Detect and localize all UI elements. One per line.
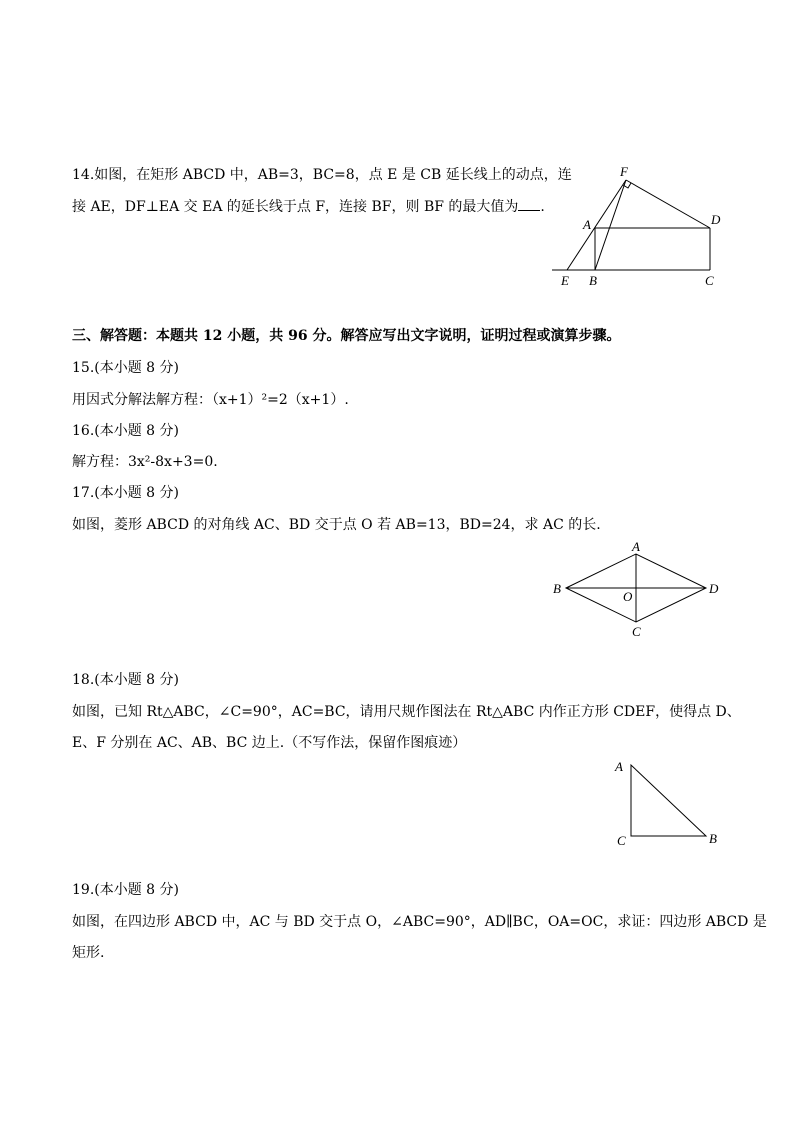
answer-blank [518,198,540,211]
q17-figure [548,538,728,643]
q19-number: 19.(本小题 8 分) [72,882,179,898]
q14-figure [548,160,738,290]
q17-number: 17.(本小题 8 分) [72,485,179,501]
q18-label-A: A [615,759,623,774]
q18-diagram [608,755,728,855]
q19-text-line2: 矩形. [72,945,105,961]
q14-text-line2 [72,198,545,216]
q18-text-line1: 如图，已知 Rt△ABC，∠C=90°，AC=BC，请用尺规作图法在 Rt△ABC 内作正方形 CDEF，使得点 D、 [72,704,741,720]
q16-text: 解方程：3x²-8x+3=0. [72,454,218,470]
q16-number: 16.(本小题 8 分) [72,423,179,439]
q17-label-D: D [709,581,719,596]
q14-label-D: D [711,212,721,227]
q18-label-B: B [709,831,717,846]
q14-label-E: E [561,273,569,288]
q15-text: 用因式分解法解方程：（x+1）²=2（x+1）. [72,392,349,408]
q14-label-C: C [705,273,714,288]
q18-figure [608,755,728,855]
q19-text-line1: 如图，在四边形 ABCD 中，AC 与 BD 交于点 O，∠ABC=90°，AD∥BC，OA=OC，求证：四边形 ABCD 是 [72,914,767,930]
q17-label-C: C [632,624,641,639]
q14-text-line2-main: 接 AE，DF⊥EA 交 EA 的延长线于点 F，连接 BF，则 BF 的最大值为 [72,199,519,215]
q17-diagram [548,538,728,643]
q14-text-line1: 14.如图，在矩形 ABCD 中，AB=3，BC=8，点 E 是 CB 延长线上的动点，连 [72,167,572,183]
q14-text-line2-end: . [540,199,545,215]
q14-label-B: B [589,273,597,288]
q17-label-B: B [553,581,561,596]
q18-text-line2: E、F 分别在 AC、AB、BC 边上.（不写作法，保留作图痕迹） [72,735,467,751]
q15-number: 15.(本小题 8 分) [72,360,179,376]
q18-number: 18.(本小题 8 分) [72,672,179,688]
q14-label-F: F [620,164,628,179]
q17-label-O: O [623,589,633,604]
section3-heading: 三、解答题：本题共 12 小题，共 96 分。解答应写出文字说明，证明过程或演算步骤。 [72,328,621,344]
q17-text: 如图，菱形 ABCD 的对角线 AC、BD 交于点 O 若 AB=13，BD=24，求 AC 的长. [72,517,601,533]
q18-label-C: C [617,833,626,848]
q14-label-A: A [583,217,591,232]
q17-label-A: A [632,539,640,554]
q14-diagram [548,160,738,290]
